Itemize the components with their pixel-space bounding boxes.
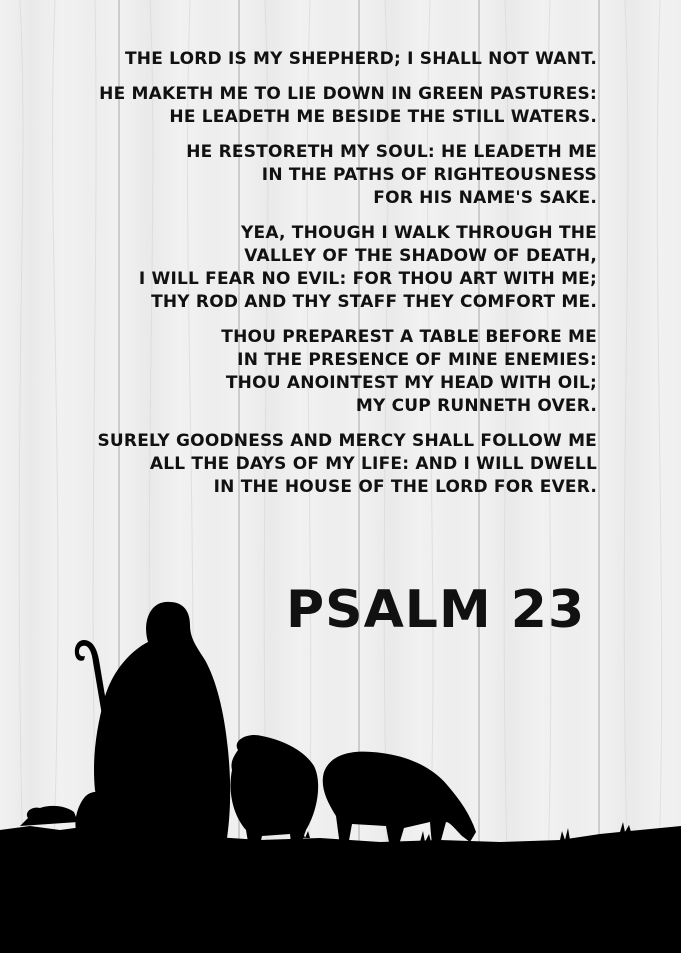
stanza-6 <box>37 430 597 499</box>
verse-line: IN THE PRESENCE OF MINE ENEMIES: <box>237 350 597 370</box>
verse-line: HE RESTORETH MY SOUL: HE LEADETH ME <box>186 142 597 162</box>
verse-line: MY CUP RUNNETH OVER. <box>355 396 597 416</box>
lamb-silhouette <box>20 806 78 826</box>
verse-line: THE LORD IS MY SHEPHERD; I SHALL NOT WANT. <box>125 49 597 69</box>
stanza-4 <box>37 222 597 314</box>
sheep-silhouette <box>323 752 476 848</box>
verse-line: HE MAKETH ME TO LIE DOWN IN GREEN PASTURES: <box>99 84 597 104</box>
psalm-text <box>37 48 597 511</box>
stanza-3 <box>37 141 597 210</box>
verse-line: ALL THE DAYS OF MY LIFE: AND I WILL DWELL <box>149 454 597 474</box>
stanza-5 <box>37 326 597 418</box>
verse-line: SURELY GOODNESS AND MERCY SHALL FOLLOW ME <box>97 431 597 451</box>
sheep-silhouette <box>231 735 319 854</box>
verse-line: IN THE HOUSE OF THE LORD FOR EVER. <box>213 477 597 497</box>
poster-title: PSALM 23 <box>286 580 586 640</box>
stanza-2 <box>37 83 597 129</box>
verse-line: VALLEY OF THE SHADOW OF DEATH, <box>244 246 597 266</box>
verse-line: THOU ANOINTEST MY HEAD WITH OIL; <box>225 373 597 393</box>
verse-line: I WILL FEAR NO EVIL: FOR THOU ART WITH ME; <box>138 269 597 289</box>
verse-line: THY ROD AND THY STAFF THEY COMFORT ME. <box>151 292 597 312</box>
verse-line: YEA, THOUGH I WALK THROUGH THE <box>241 223 597 243</box>
shepherd-and-sheep-silhouette <box>0 590 681 953</box>
verse-line: FOR HIS NAME'S SAKE. <box>373 188 597 208</box>
verse-line: HE LEADETH ME BESIDE THE STILL WATERS. <box>169 107 597 127</box>
stanza-1 <box>37 48 597 71</box>
verse-line: THOU PREPAREST A TABLE BEFORE ME <box>221 327 597 347</box>
verse-line: IN THE PATHS OF RIGHTEOUSNESS <box>261 165 597 185</box>
